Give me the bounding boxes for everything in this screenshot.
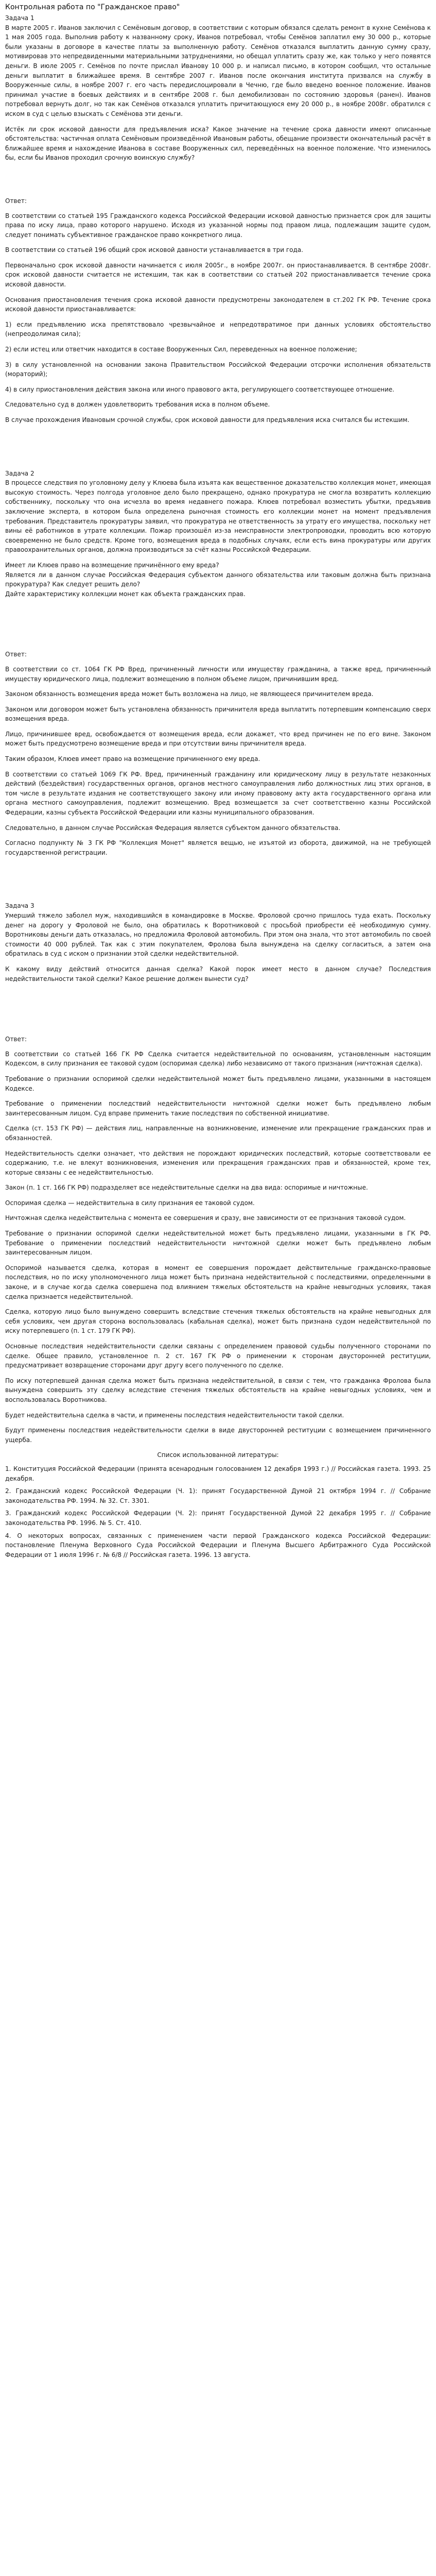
task-2 [5,469,431,858]
task-3 [5,901,431,1445]
answer-paragraph: Будут применены последствия недействительности сделки в виде двусторонней реституции с возмещением причиненного ущерба. [5,1427,431,1444]
answer-paragraph: Первоначально срок исковой давности начинается с июля 2005г., в ноябре 2007г. он приостанавливается. В сентябре 2008г. срок исковой давности считается не истекшим, так как в соответствии со статьей 202 приостанавливается течение срока исковой давности. [5,261,431,289]
task-1-label: Задача 1 [5,14,34,22]
answer-paragraph: Требование о применении последствий недействительности ничтожной сделки может быть предъявлено любым заинтересованным лицом. Суд вправе применить такие последствия по собственной инициативе. [5,1100,431,1117]
task-3-questions: К какому виду действий относится данная сделка? Какой порок имеет место в данном случае? Последствия недействительности такой сделки? Какое решение должен вынести суд? [5,965,431,982]
task-2-answer-label: Ответ: [5,651,27,658]
answer-paragraph: Оспоримой называется сделка, которая в момент ее совершения порождает действительные гражданско-правовые последствия, но по иску уполномоченного лица может быть признана недействительной с последствиями, определенными в законе, и в случае когда сделка совершена под влиянием тяжелых обстоятельств на крайне невыгодных условиях, такая сделка признается недействительной. [5,1264,431,1300]
answer-paragraph: Требование о признании оспоримой сделки недействительной может быть предъявлено лицами, указанными в настоящем Кодексе. [5,1075,431,1092]
answer-paragraph: Сделка (ст. 153 ГК РФ) — действия лиц, направленные на возникновение, изменение или прекращение гражданских прав и обязанностей. [5,1125,431,1142]
answer-paragraph: Недействительность сделки означает, что действия не порождают юридических последствий, которые соответствовали ее содержанию, т.е. не влекут возникновения, изменения или прекращения гражданских прав и обязанностей, кроме тех, которые связаны с ее недействительностью. [5,1149,431,1176]
task-2-label: Задача 2 [5,469,34,477]
answer-paragraph: Закон (п. 1 ст. 166 ГК РФ) подразделяет все недействительные сделки на два вида: оспоримые и ничтожные. [5,1184,368,1192]
answer-paragraph: Основания приостановления течения срока исковой давности предусмотрены законодателем в ст.202 ГК РФ. Течение срока исковой давности приостанавливается: [5,296,431,313]
answer-paragraph: В соответствии со статьей 196 общий срок исковой давности устанавливается в три года. [5,246,303,254]
answer-paragraph: В соответствии со ст. 1064 ГК РФ Вред, причиненный личности или имуществу гражданина, а также вред, причиненный имуществу юридического лица, подлежит возмещению в полном объеме лицом, причинившим вред. [5,665,431,683]
reference-item: 2. Гражданский кодекс Российской Федерации (Ч. 1): принят Государственной Думой 21 октября 1994 г. // Собрание законодательства РФ. 1994. № 32. Ст. 3301. [5,1487,431,1504]
answer-paragraph: Согласно подпункту № 3 ГК РФ "Коллекция Монет" является вещью, не изъятой из оборота, движимой, на не требующей государственной регистрации. [5,839,431,856]
document-title: Контрольная работа по "Гражданское право" [5,3,180,11]
answer-paragraph: Оспоримая сделка — недействительна в силу признания ее таковой судом. [5,1199,255,1207]
task-2-questions: Имеет ли Клюев право на возмещение причинённого ему вреда? Является ли в данном случае Российская Федерация субъектом данного обязательства или таковым должна быть признана прокуратура? Как следует решить дело? Дайте характеристику коллекции монет как объекта гражданских прав. [5,561,431,598]
reference-item: 3. Гражданский кодекс Российской Федерации (Ч. 2): принят Государственной Думой 22 декабря 1995 г. // Собрание законодательства РФ. 1996. № 5. Ст. 410. [5,1510,431,1527]
answer-paragraph: Сделка, которую лицо было вынуждено совершить вследствие стечения тяжелых обстоятельств на крайне невыгодных для себя условиях, чем другая сторона воспользовалась (кабальная сделка), может быть признана судом недействительной по иску потерпевшего (п. 1 ст. 179 ГК РФ). [5,1308,431,1335]
task-3-problem: Умерший тяжело заболел муж, находившийся в командировке в Москве. Фроловой срочно пришлось туда ехать. Поскольку денег на дорогу у Фроловой не было, она обратилась к Воротниковой с просьбой приобрести её необходимую сумму. Воротниковы деньги дать отказалась, но предложила Фроловой автомобиль. При этом она знала, что этот автомобиль по своей стоимости 40 000 рублей. Так как с этим покупателем, Фролова была вынуждена на сделку согласиться, а затем она обратилась в суд с иском о признании этой сделки недействительной. [5,912,431,958]
answer-paragraph: Законом обязанность возмещения вреда может быть возложена на лицо, не являющееся причинителем вреда. [5,690,374,698]
answer-paragraph: Следовательно, в данном случае Российская Федерация является субъектом данного обязательства. [5,824,341,832]
task-1-problem: В марте 2005 г. Иванов заключил с Семёновым договор, в соответствии с которым обязался сделать ремонт в кухне Семёнова к 1 мая 2005 года. Выполнив работу к названному сроку, Иванов потребовал, чтобы Семёнов заплатил ему 30 000 р., которые были указаны в договоре в качестве платы за выполненную работу. Семёнов отказался выплатить данную сумму сразу, мотивировав это непредвиденными материальными затруднениями, но обещал уплатить сразу же, как только у него появятся деньги. В июле 2005 г. Семёнов по почте прислал Иванову 10 000 р. и написал письмо, в котором сообщил, что остальные деньги выплатит в ближайшее время. В сентябре 2007 г. Иванов после окончания института призвался на службу в Вооруженные силы, в ноябре 2007 г. его часть передислоцировали в Чечню, где было введено военное положение. Иванов принимал участие в боевых действиях и в сентябре 2008 г. был демобилизован по состоянию здоровья (ранен). Иванов потребовал вернуть долг, но так как Семёнов отказался уплатить причитающуюся ему 20 000 р., в ноябре 2008г. обратился с иском в суд с целью взыскать с Семёнова эти деньги. [5,24,431,117]
answer-paragraph: Таким образом, Клюев имеет право на возмещение причиненного ему вреда. [5,755,260,763]
answer-paragraph: В соответствии со статьей 1069 ГК РФ. Вред, причиненный гражданину или юридическому лицу в результате незаконных действий (бездействия) государственных органов, органов местного самоуправления либо должностных лиц этих органов, в том числе в результате издания не соответствующего закону или иному правовому акту акта государственного органа или органа местного самоуправления, подлежит возмещению. Вред возмещается за счет соответственно казны Российской Федерации, казны субъекта Российской Федерации или казны муниципального образования. [5,770,431,817]
answer-paragraph: 2) если истец или ответчик находится в составе Вооруженных Сил, переведенных на военное положение; [5,346,357,353]
answer-paragraph: Будет недействительна сделка в части, и применены последствия недействительности такой сделки. [5,1411,344,1419]
answer-paragraph: Следовательно суд в должен удовлетворить требования иска в полном объеме. [5,401,270,409]
task-3-answer [5,1049,431,1445]
answer-paragraph: В случае прохождения Ивановым срочной службы, срок исковой давности для предъявления иска считался бы истекшим. [5,416,410,423]
answer-paragraph: В соответствии со статьей 195 Гражданского кодекса Российской Федерации исковой давностью признается срок для защиты права по иску лица, право которого нарушено. Исходя из указанной нормы под правом лица, подлежащим защите судом, следует понимать субъективное гражданское право конкретного лица. [5,212,431,239]
reference-item: 4. О некоторых вопросах, связанных с применением части первой Гражданского кодекса Российской Федерации: постановление Пленума Верховного Суда Российской Федерации и Пленума Высшего Арбитражного Суда Российской Федерации от 1 июля 1996 г. № 6/8 // Российская газета. 1996. 13 августа. [5,1532,431,1558]
task-2-problem: В процессе следствия по уголовному делу у Клюева была изъята как вещественное доказательство коллекция монет, имеющая высокую стоимость. Через полгода уголовное дело было прекращено, однако прокуратура не смогла возвратить коллекцию собственнику, поскольку что она исчезла во время недавнего пожара. Клюев потребовал возместить убытки, предъявив заключение эксперта, в котором была определена рыночная стоимость его коллекции монет на момент предъявления требования. Представитель прокуратуры заявил, что прокуратура не ответственность за утрату его имущества, поскольку нет вины её работников в утрате коллекции. Пожар произошёл из-за неисправности электропроводки, проводить всю которую своевременно не было средств. Кроме того, возмещения вреда в подобных случаях, если есть вина прокуратуры или других правоохранительных органов, должна производиться за счёт казны Российской Федерации. [5,479,431,554]
answer-paragraph: По иску потерпевшей данная сделка может быть признана недействительной, в связи с тем, что гражданка Фролова была вынуждена совершить эту сделку вследствие стечения тяжелых обстоятельств на крайне невыгодных условиях, чем и воспользовалась Воротникова. [5,1377,431,1403]
task-2-answer [5,665,431,858]
references [5,1450,431,1560]
answer-paragraph: В соответствии со статьей 166 ГК РФ Сделка считается недействительной по основаниям, установленным настоящим Кодексом, в силу признания ее таковой судом (оспоримая сделка) либо независимо от такого признания (ничтожная сделка). [5,1050,431,1067]
answer-paragraph: Требование о признании оспоримой сделки недействительной может быть предъявлено лицами, указанными в ГК РФ. Требование о применении последствий недействительности ничтожной сделки может быть предъявлено любым заинтересованным лицом. [5,1230,431,1257]
references-title: Список использованной литературы: [157,1451,279,1459]
answer-paragraph: 1) если предъявлению иска препятствовало чрезвычайное и непредотвратимое при данных условиях обстоятельство (непреодолимая сила); [5,320,431,338]
answer-paragraph: Основные последствия недействительности сделки связаны с определением правовой судьбы полученного сторонами по сделке. Общее правило, установленное п. 2 ст. 167 ГК РФ о применении к сторонам двусторонней реституции, предусматривает возвращение сторонами друг другу всего полученного по сделке. [5,1343,431,1369]
task-3-answer-label: Ответ: [5,1036,27,1043]
answer-paragraph: 4) в силу приостановления действия закона или иного правового акта, регулирующего соответствующее отношение. [5,385,395,393]
task-1 [5,13,431,425]
answer-paragraph: Законом или договором может быть установлена обязанность причинителя вреда выплатить потерпевшим компенсацию сверх возмещения вреда. [5,705,431,723]
task-1-questions: Истёк ли срок исковой давности для предъявления иска? Какое значение на течение срока давности имеют описанные обстоятельства: частичная оплата Семёновым произведённой Ивановым работы, обещание произвести окончательный расчёт в ближайшее время и нахождение Иванова в составе Вооруженных сил, переведённых на военное положение. Что изменилось бы, если бы Иванов проходил срочную воинскую службу? [5,125,431,162]
answer-paragraph: 3) в силу установленной на основании закона Правительством Российской Федерации отсрочки исполнения обязательств (мораторий); [5,361,431,378]
answer-paragraph: Ничтожная сделка недействительна с момента ее совершения и сразу, вне зависимости от ее признания таковой судом. [5,1214,406,1222]
task-1-answer-label: Ответ: [5,197,27,205]
task-3-label: Задача 3 [5,902,34,910]
task-1-answer [5,211,431,425]
answer-paragraph: Лицо, причинившее вред, освобождается от возмещения вреда, если докажет, что вред причинен не по его вине. Законом может быть предусмотрено возмещение вреда и при отсутствии вины причинителя вреда. [5,730,431,748]
reference-item: 1. Конституция Российской Федерации (принята всенародным голосованием 12 декабря 1993 г.) // Российская газета. 1993. 25 декабря. [5,1465,431,1482]
